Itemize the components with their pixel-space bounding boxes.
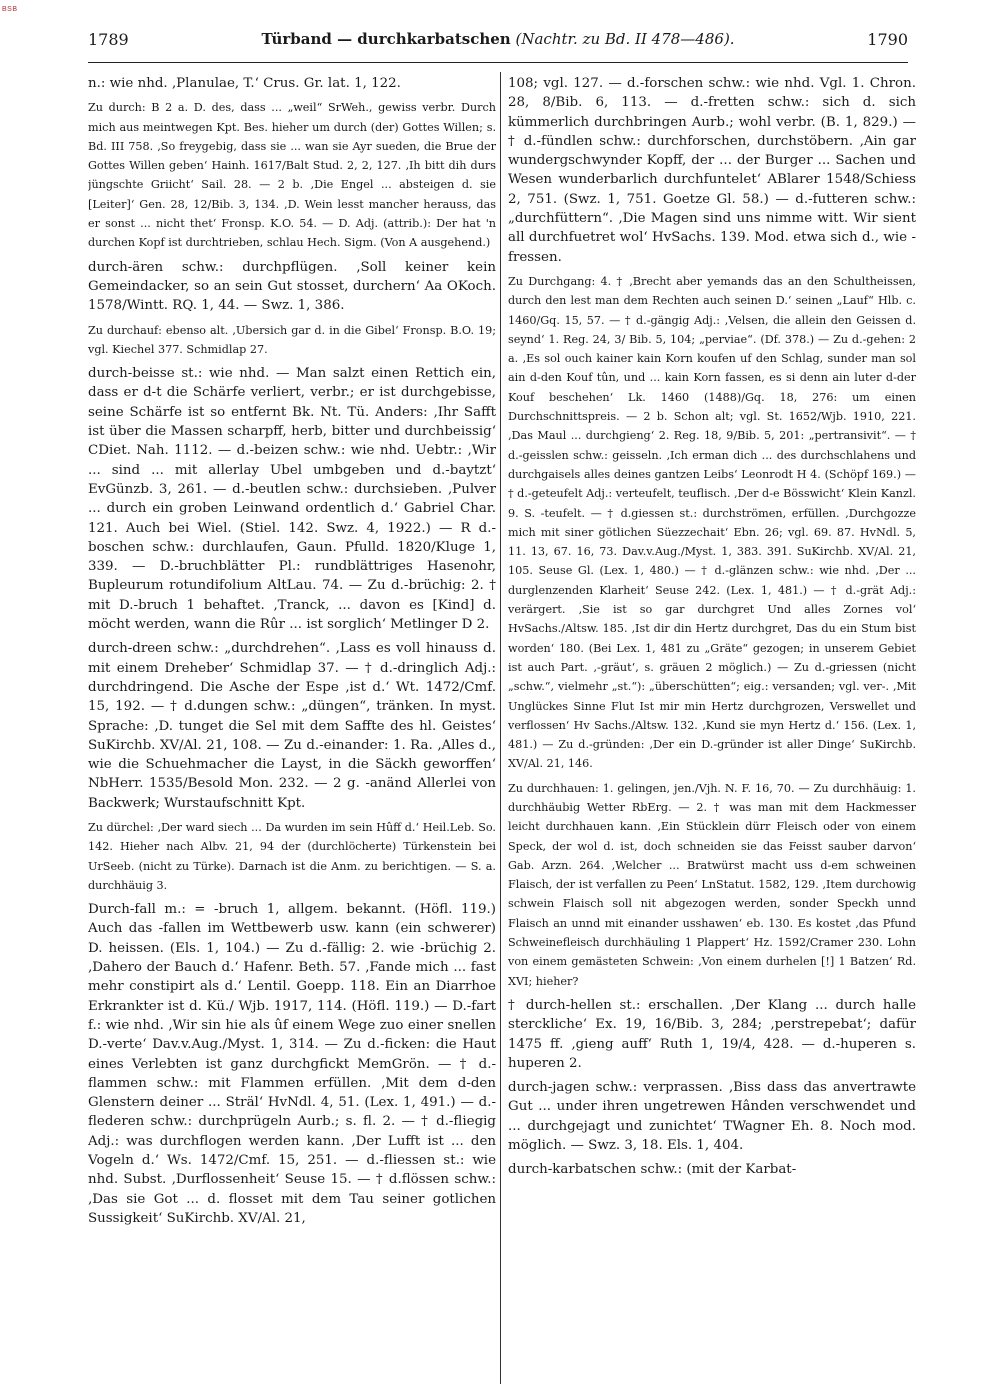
dictionary-entry: Durch-fall m.: = -bruch 1, allgem. bekannt. (Höfl. 119.) Auch das -fallen im Wettbewerb usw. kann (ein schwerer) D. heissen. (Els. 1, 104.) — Zu d.-fällig: 2. wie -brüchig 2. ‚Dahero der Bauch d.‘ Hafenr. Beth. 57. ‚Fande mich ... fast mehr constipirt als d.‘ Lentil. Goepp. 118. Ein an Diarrhoe Erkrankter ist d. Kü./ Wjb. 1917, 114. (Höfl. 119.) — D.-fart f.: wie nhd. ‚Wir sin hie als ûf einem Wege zuo einer snellen D.-verte‘ Dav.v.Aug./Myst. 1, 314. — Zu d.-ficken: die Haut eines Verlebten ist ganz durchgfickt MemGrön. — † d.-flammen schw.: mit Flammen erfüllen. ‚Mit dem d-den Glenstern deiner ... Sträl‘ HvNdl. 4, 51. (Lex. 1, 491.) — d.-flederen schw.: durchprügeln Aurb.; s. fl. 2. — † d.-fliegig Adj.: was durchflogen werden kann. ‚Der Lufft ist ... den Vogeln d.‘ Ws. 1472/Cmf. 15, 251. — d.-fliessen st.: wie nhd. Subst. ‚Durflossenheit‘ Seuse 15. — † d.flössen schw.: ‚Das sie Got ... d. flosset mit dem Tau seiner gotlichen Sussigkeit‘ SuKirchb. XV/Al. 21, — [88, 902, 496, 1226]
dictionary-entry: Zu dürchel: ‚Der ward siech ... Da wurden im sein Hûff d.‘ Heil.Leb. So. 142. Hieher nach Albv. 21, 94 der (durchlöcherte) Türkenstein bei UrSeeb. (nicht zu Türke). Darnach ist die Anm. zu berichtigen. — S. a. durchhäuig 3. — [88, 820, 496, 892]
running-title-main: Türband — durchkarbatschen — [261, 30, 511, 48]
dictionary-entry: durch-ären schw.: durchpflügen. ‚Soll keiner kein Gemeindacker, so an sein Gut stosset, durchern‘ Aa OKoch. 1578/Wintt. RQ. 1, 44. — Swz. 1, 386. — [88, 259, 496, 314]
dictionary-entry: durch-jagen schw.: verprassen. ‚Biss dass das anvertrawte Gut ... under ihren ungetrewen Hânden verschwendet und ... durchgejagt und zunichtet‘ TWagner Eh. 8. Noch mod. möglich. — Swz. 3, 18. Els. 1, 404. — [508, 1080, 916, 1154]
running-title — [88, 30, 908, 48]
header-rule — [88, 62, 908, 63]
left-column — [88, 74, 496, 1382]
dictionary-entry: Zu durchauf: ebenso alt. ‚Ubersich gar d. in die Gibel‘ Fronsp. B.O. 19; vgl. Kiechel 377. Schmidlap 27. — [88, 323, 496, 356]
page-header — [88, 30, 908, 54]
column-divider — [500, 72, 501, 1384]
dictionary-entry: durch-beisse st.: wie nhd. — Man salzt einen Rettich ein, dass er d-t die Schärfe verliert, verbr.; er ist durchgebisse, seine Schärfe ist so entfernt Bk. Nt. Tü. Anders: ‚Ihr Safft ist über die Massen scharpff, herb, bitter und durchbeissig‘ CDiet. Nah. 1112. — d.-beizen schw.: wie nhd. Uebtr.: ‚Wir ... sind ... mit allerlay Ubel umbgeben und d.-baytzt‘ EvGünzb. 3, 261. — d.-beutlen schw.: durchsieben. ‚Pulver ... durch ein groben Leinwand ordentlich d.‘ Gabriel Char. 121. Auch bei Wiel. (Stiel. 142. Swz. 4, 1922.) — R d.-boschen schw.: durchlaufen, Gaun. Pfulld. 1820/Kluge 1, 339. — D.-bruchblätter Pl.: rundblättriges Hasenohr, Bupleurum rotundifolium AltLau. 74. — Zu d.-brüchig: 2. † mit D.-bruch 1 behaftet. ‚Tranck, ... davon es [Kind] d. möcht werden, wann die Rûr ... ist sorglich‘ Metlinger D 2. — [88, 366, 496, 633]
dictionary-entry: † durch-hellen st.: erschallen. ‚Der Klang ... durch halle sterckliche‘ Ex. 19, 16/Bib. 3, 284; ‚perstrepebat‘; dafür 1475 ff. ‚gieng auff‘ Ruth 1, 19/4, 428. — d.-huperen s. huperen 2. — [508, 997, 916, 1071]
dictionary-entry: Zu durch: B 2 a. D. des, dass ... „weil“ SrWeh., gewiss verbr. Durch mich aus meintwegen Kpt. Bes. hieher um durch (der) Gottes Willen; s. Bd. III 758. ‚So freygebig, dass sie ... wan sie Ayr sueden, die Brue der Gottes Willen geben‘ Hainh. 1617/Balt Stud. 2, 2, 127. ‚Ih bitt dih durs jüngschte Griicht‘ Sail. 28. — 2 b. ‚Die Engel ... absteigen d. sie [Leiter]‘ Gen. 28, 12/Bib. 3, 134. ‚D. Wein lesst mancher herauss, das er sonst ... nicht thet‘ Fronsp. K.O. 54. — D. Adj. (attrib.): Der hat 'n durchen Kopf ist durchtrieben, schlau Hech. Sigm. (Von A ausgehend.) — [88, 101, 496, 250]
dictionary-entry: durch-dreen schw.: „durchdrehen“. ‚Lass es voll hinauss d. mit einem Dreheber‘ Schmidlap 37. — † d.-dringlich Adj.: durchdringend. Die Asche der Espe ‚ist d.‘ Wt. 1472/Cmf. 15, 192. — † d.dungen schw.: „düngen“, tränken. In myst. Sprache: ‚D. tunget die Sel mit dem Saffte des hl. Geistes‘ SuKirchb. XV/Al. 21, 108. — Zu d.-einander: 1. Ra. ‚Alles d., wie die Schuehmacher die Layst, in die Säckh geworffen‘ NbHerr. 1535/Besold Mon. 232. — 2 g. -anänd Allerlei von Backwerk; Wurstaufschnitt Kpt. — [88, 641, 496, 811]
dictionary-entry: Zu Durchgang: 4. † ‚Brecht aber yemands das an den Schultheissen, durch den lest man dem Rechten auch seinen D.‘ seinen „Lauf“ Hlb. c. 1460/Gq. 15, 57. — † d.-gängig Adj.: ‚Velsen, die allein den Geissen d. seynd‘ 1. Reg. 24, 3/ Bib. 5, 104; „perviae“. (Df. 378.) — Zu d.-gehen: 2 a. ‚Es sol ouch kainer kain Korn koufen uf den Schlag, sunder man sol ain d-den Kouf tûn, und ... kain Korn fassen, es si denn ain luter d-der Kouf beschehen‘ Lk. 1460 (1488)/Gq. 18, 276: um einen Durchschnittspreis. — 2 b. Schon alt; vgl. St. 1652/Wjb. 1910, 221. ‚Das Maul ... durchgieng‘ 2. Reg. 18, 9/Bib. 5, 201: „pertransivit“. — † d.-geisslen schw.: geisseln. ‚Ich erman dich ... des durchschlahens und durchgaisels alles deines gantzen Leibs‘ Leonrodt H 4. (Schöpf 169.) — † d.-geteufelt Adj.: verteufelt, teuflisch. ‚Der d-e Bösswicht‘ Klein Kanzl. 9. S. -teufelt. — † d.giessen st.: durchströmen, erfüllen. ‚Durchgozze mich mit siner götlichen Süezzechait‘ Ebn. 26; vgl. 69. 87. HvNdl. 5, 11. 13, 67. 16, 73. Dav.v.Aug./Myst. 1, 383. 391. SuKirchb. XV/Al. 21, 105. Seuse Gl. (Lex. 1, 480.) — † d.-glänzen schw.: wie nhd. ‚Der ... durglenzenden Klarheit‘ Seuse 242. (Lex. 1, 481.) — † d.-grät Adj.: verärgert. ‚Sie ist so gar durchgret Und alles Zornes vol‘ HvSachs./Altsw. 185. ‚Ist dir din Hertz durchgret, Das du ein Stum bist worden‘ 180. (Bei Lex. 1, 481 zu „Gräte“ gezogen; in unserem Gebiet ist auch Part. ‚-gräut‘, s. gräuen 2 möglich.) — Zu d.-griessen (nicht „schw.“, vielmehr „st.“): „überschütten“; eig.: versanden; vgl. ver-. ‚Mit Unglückes Sinne Flut Ist mir min Hertz durchgrozen, Verswellet und verflossen‘ Hv Sachs./Altsw. 132. ‚Kund sie myn Hertz d.‘ 156. (Lex. 1, 481.) — Zu d.-gründen: ‚Der ein D.-gründer ist aller Dinge‘ SuKirchb. XV/Al. 21, 146. — [508, 274, 916, 771]
dictionary-entry: durch-karbatschen schw.: (mit der Karbat- — [508, 1162, 797, 1178]
page-number-right: 1790 — [867, 30, 908, 49]
dictionary-entry: Zu durchhauen: 1. gelingen, jen./Vjh. N. F. 16, 70. — Zu durchhäuig: 1. durchhäubig Wetter RbErg. — 2. † was man mit dem Hackmesser leicht durchhauen kann. ‚Ein Stücklein dürr Fleisch oder von einem Speck, der wol d. ist, doch schneiden sie das Feisst sauber darvon‘ Gab. Arzn. 264. ‚Welcher ... Bratwürst macht uss d-em schweinen Flaisch, der ist verfallen zu Peen‘ LnStatut. 1582, 129. ‚Item durchowig schwein Flaisch soll nit abgezogen werden, sonder Speckh unnd Flaisch an unnd mit einander usshawen‘ eb. 130. Es kostet ‚das Pfund Schweinefleisch durchhäuling 1 Plappert‘ Hz. 1592/Cramer 230. Lohn von einem gemästeten Schwein: ‚Von einem durhelen [!] 1 Batzen‘ Rd. XVI; hieher? — [508, 781, 916, 988]
running-title-ref: (Nachtr. zu Bd. II 478—486). — [515, 30, 735, 48]
right-column — [508, 74, 916, 1382]
dictionary-entry: n.: wie nhd. ‚Planulae, T.‘ Crus. Gr. lat. 1, 122. — [88, 76, 401, 91]
dictionary-entry: 108; vgl. 127. — d.-forschen schw.: wie nhd. Vgl. 1. Chron. 28, 8/Bib. 6, 113. — d.-fretten schw.: sich d. sich kümmerlich durchbringen Aurb.; wohl verbr. (B. 1, 829.) — † d.-fündlen schw.: durchforschen, durchstöbern. ‚Ain gar wundergschwynder Kopff, der ... der Burger ... Sachen und Wesen wunderbarlich durchfuntelet‘ ABlarer 1548/Schiess 2, 751. (Swz. 1, 751. Goetze Gl. 58.) — d.-futteren schw.: „durchfüttern“. ‚Die Magen sind uns nimme witt. Wir sient all durchfuetret wol‘ HvSachs. 139. Mod. etwa sich d., wie -fressen. — [508, 76, 916, 265]
page-number-left: 1789 — [88, 30, 129, 49]
library-stamp: BSB — [2, 6, 18, 13]
